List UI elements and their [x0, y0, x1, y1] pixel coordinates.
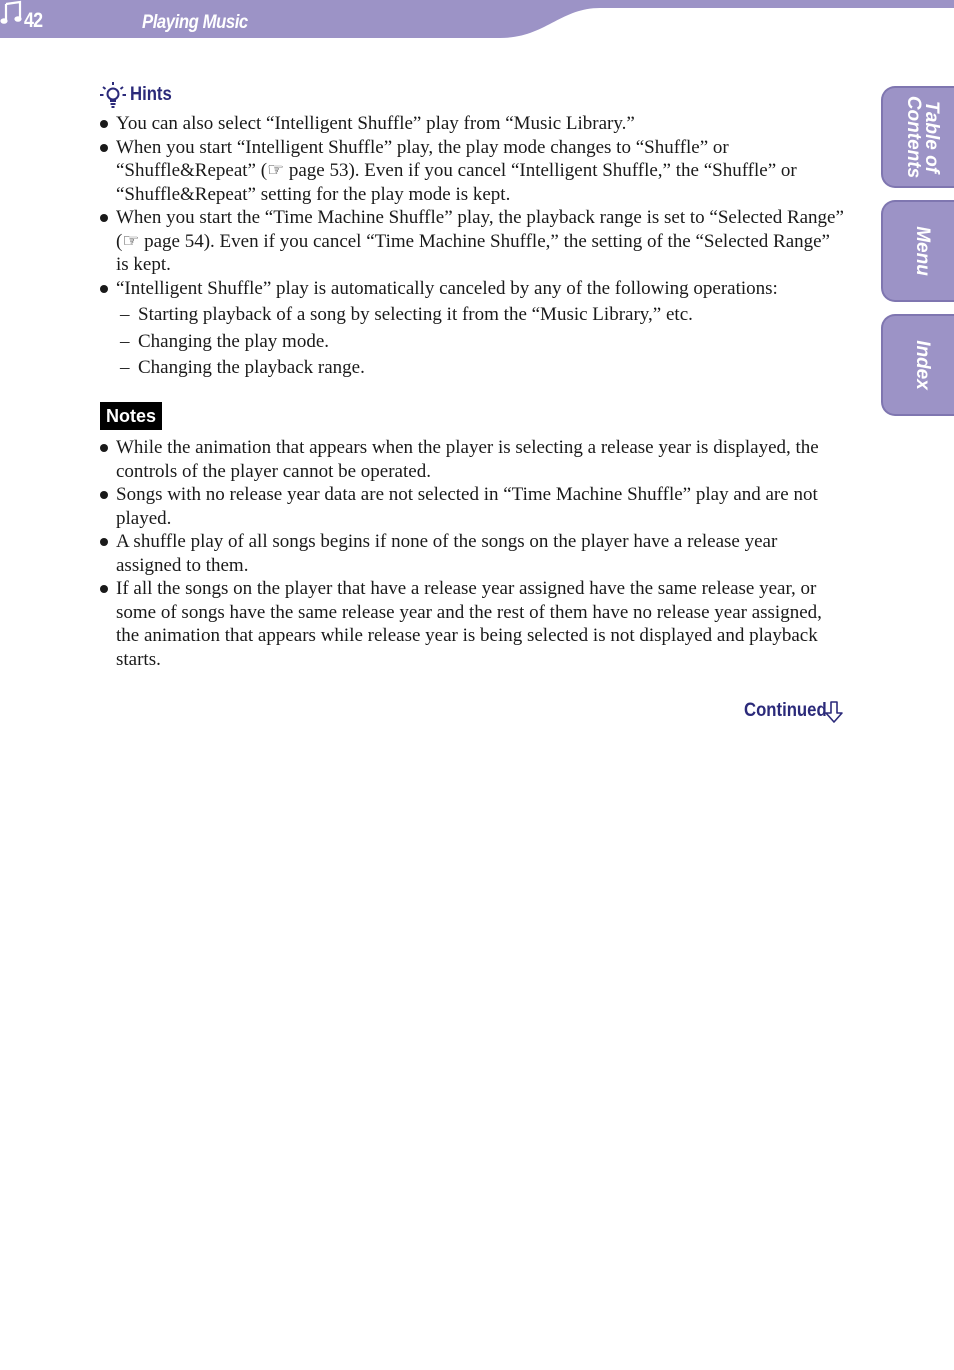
notes-badge: Notes: [100, 402, 162, 430]
list-item: A shuffle play of all songs begins if none of the songs on the player have a release year assigned to them.: [100, 530, 845, 577]
list-item: While the animation that appears when the player is selecting a release year is displayed, the controls of the player cannot be operated.: [100, 436, 845, 483]
page-header: [0, 0, 954, 40]
list-item: “Intelligent Shuffle” play is automatically canceled by any of the following operations: – Starting playback of a song by selecting it from the “Music Library,” etc. – Changing the play mode. – Changing the playback range.: [100, 277, 845, 382]
page-number: 42: [24, 9, 43, 32]
list-item: When you start the “Time Machine Shuffle” play, the playback range is set to “Selected Range” (☞ page 54). Even if you cancel “Time Machine Shuffle,” the setting of the “Selected Range” is kept.: [100, 206, 845, 277]
bullet-icon: [100, 538, 108, 546]
bullet-icon: [100, 144, 108, 152]
bullet-icon: [100, 285, 108, 293]
tab-menu[interactable]: [881, 200, 954, 302]
notes-list: [100, 436, 845, 671]
hints-list: [100, 112, 845, 382]
bullet-icon: [100, 585, 108, 593]
tab-index-label: Index: [912, 340, 933, 390]
section-title: Playing Music: [142, 12, 248, 33]
lightbulb-icon: [100, 80, 128, 110]
bullet-icon: [100, 491, 108, 499]
tab-table-of-contents-label: Table of Contents: [903, 95, 942, 179]
list-item: If all the songs on the player that have a release year assigned have the same release year, or some of songs have the same release year and the rest of them have no release year assigned, the animation that appears while release year is being selected is not displayed and playback starts.: [100, 577, 845, 671]
down-arrow-icon[interactable]: [824, 700, 844, 724]
sub-list-item: – Changing the playback range.: [120, 357, 365, 378]
sub-list-item: – Changing the play mode.: [120, 330, 330, 352]
list-item: Songs with no release year data are not selected in “Time Machine Shuffle” play and are not played.: [100, 483, 845, 530]
sub-list-item: – Starting playback of a song by selecting it from the “Music Library,” etc.: [120, 304, 693, 325]
tab-index[interactable]: [881, 314, 954, 416]
bullet-icon: [100, 444, 108, 452]
continued-link[interactable]: Continued: [744, 700, 827, 721]
bullet-icon: [100, 120, 108, 128]
tab-table-of-contents[interactable]: [881, 86, 954, 188]
bullet-icon: [100, 214, 108, 222]
tab-menu-label: Menu: [912, 226, 933, 276]
hints-title: Hints: [130, 84, 172, 105]
music-note-icon: [0, 0, 24, 26]
list-item: You can also select “Intelligent Shuffle” play from “Music Library.”: [100, 112, 845, 136]
list-item: When you start “Intelligent Shuffle” play, the play mode changes to “Shuffle” or “Shuffle&Repeat” (☞ page 53). Even if you cancel “Intelligent Shuffle,” the “Shuffle” or “Shuffle&Repeat” setting for the play mode is kept.: [100, 136, 845, 207]
